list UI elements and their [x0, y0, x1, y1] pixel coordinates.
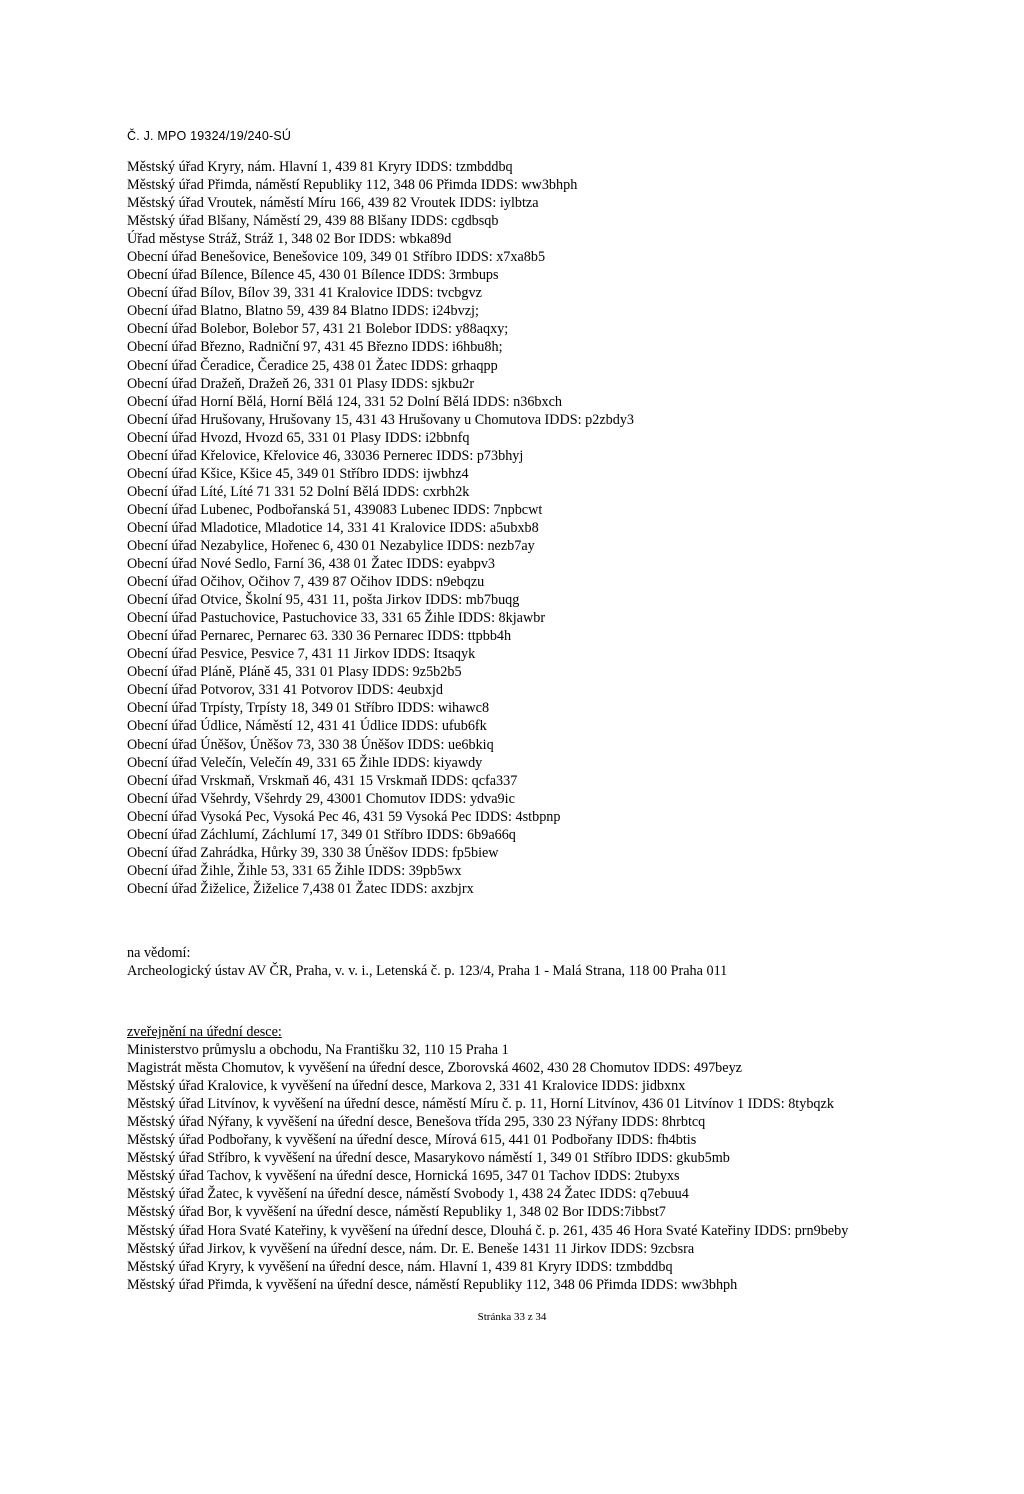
publication-item: Magistrát města Chomutov, k vyvěšení na úřední desce, Zborovská 4602, 430 28 Chomutov IDDS: 497beyz: [127, 1060, 742, 1077]
recipient-item: Obecní úřad Potvorov, 331 41 Potvorov IDDS: 4eubxjd: [127, 682, 443, 699]
recipient-item: Obecní úřad Pesvice, Pesvice 7, 431 11 Jirkov IDDS: Itsaqyk: [127, 646, 476, 663]
recipient-item: Obecní úřad Všehrdy, Všehrdy 29, 43001 Chomutov IDDS: ydva9ic: [127, 790, 515, 807]
recipient-item: Obecní úřad Zahrádka, Hůrky 39, 330 38 Úněšov IDDS: fp5biew: [127, 844, 499, 861]
recipient-item: Obecní úřad Bolebor, Bolebor 57, 431 21 Bolebor IDDS: y88aqxy;: [127, 321, 509, 338]
recipient-item: Obecní úřad Vrskmaň, Vrskmaň 46, 431 15 Vrskmaň IDDS: qcfa337: [127, 772, 518, 789]
recipient-item: Obecní úřad Žihle, Žihle 53, 331 65 Žihle IDDS: 39pb5wx: [127, 862, 462, 879]
recipient-item: Obecní úřad Kšice, Kšice 45, 349 01 Stříbro IDDS: ijwbhz4: [127, 465, 469, 482]
recipient-item: Obecní úřad Benešovice, Benešovice 109, 349 01 Stříbro IDDS: x7xa8b5: [127, 249, 546, 266]
publication-item: Městský úřad Stříbro, k vyvěšení na úřední desce, Masarykovo náměstí 1, 349 01 Stříbro IDDS: gkub5mb: [127, 1150, 730, 1167]
publication-item: Městský úřad Kryry, k vyvěšení na úřední desce, nám. Hlavní 1, 439 81 Kryry IDDS: tzmbddbq: [127, 1258, 673, 1275]
notice-item: Archeologický ústav AV ČR, Praha, v. v. i., Letenská č. p. 123/4, Praha 1 - Malá Strana, 118 00 Praha 011: [127, 963, 728, 980]
recipient-item: Obecní úřad Údlice, Náměstí 12, 431 41 Údlice IDDS: ufub6fk: [127, 718, 487, 735]
notice-section: [127, 944, 917, 980]
recipient-item: Obecní úřad Vysoká Pec, Vysoká Pec 46, 431 59 Vysoká Pec IDDS: 4stbpnp: [127, 808, 561, 825]
publication-item: Ministerstvo průmyslu a obchodu, Na Františku 32, 110 15 Praha 1: [127, 1042, 509, 1059]
recipient-item: Úřad městyse Stráž, Stráž 1, 348 02 Bor IDDS: wbka89d: [127, 231, 452, 248]
publication-item: Městský úřad Žatec, k vyvěšení na úřední desce, náměstí Svobody 1, 438 24 Žatec IDDS: q7ebuu4: [127, 1186, 689, 1203]
publication-item: Městský úřad Jirkov, k vyvěšení na úřední desce, nám. Dr. E. Beneše 1431 11 Jirkov IDDS: 9zcbsra: [127, 1240, 695, 1257]
recipient-item: Obecní úřad Dražeň, Dražeň 26, 331 01 Plasy IDDS: sjkbu2r: [127, 375, 475, 392]
notice-heading: na vědomí:: [127, 945, 191, 961]
recipient-item: Obecní úřad Křelovice, Křelovice 46, 33036 Pernerec IDDS: p73bhyj: [127, 447, 524, 464]
recipient-item: Obecní úřad Nové Sedlo, Farní 36, 438 01 Žatec IDDS: eyabpv3: [127, 556, 496, 573]
publication-item: Městský úřad Kralovice, k vyvěšení na úřední desce, Markova 2, 331 41 Kralovice IDDS: jidbxnx: [127, 1078, 686, 1095]
publication-item: Městský úřad Bor, k vyvěšení na úřední desce, náměstí Republiky 1, 348 02 Bor IDDS:7ibbst7: [127, 1204, 666, 1221]
publication-list: [127, 1041, 917, 1294]
recipient-item: Obecní úřad Líté, Líté 71 331 52 Dolní Bělá IDDS: cxrbh2k: [127, 483, 470, 500]
page-number: Stránka 33 z 34: [477, 1311, 547, 1323]
recipient-item: Obecní úřad Hrušovany, Hrušovany 15, 431 43 Hrušovany u Chomutova IDDS: p2zbdy3: [127, 411, 635, 428]
recipient-item: Obecní úřad Žiželice, Žiželice 7,438 01 Žatec IDDS: axzbjrx: [127, 880, 474, 897]
recipient-item: Obecní úřad Mladotice, Mladotice 14, 331 41 Kralovice IDDS: a5ubxb8: [127, 519, 539, 536]
publication-heading: zveřejnění na úřední desce:: [127, 1024, 282, 1040]
publication-section: [127, 1023, 917, 1294]
notice-list: [127, 962, 917, 980]
recipient-item: Obecní úřad Trpísty, Trpísty 18, 349 01 Stříbro IDDS: wihawc8: [127, 700, 490, 717]
publication-item: Městský úřad Litvínov, k vyvěšení na úřední desce, náměstí Míru č. p. 11, Horní Litvínov, 436 01 Litvínov 1 IDDS: 8tybqzk: [127, 1096, 834, 1113]
recipient-item: Městský úřad Kryry, nám. Hlavní 1, 439 81 Kryry IDDS: tzmbddbq: [127, 159, 513, 175]
recipient-item: Obecní úřad Březno, Radniční 97, 431 45 Březno IDDS: i6hbu8h;: [127, 339, 503, 356]
recipient-item: Obecní úřad Hvozd, Hvozd 65, 331 01 Plasy IDDS: i2bbnfq: [127, 429, 470, 446]
recipient-item: Obecní úřad Pláně, Pláně 45, 331 01 Plasy IDDS: 9z5b2b5: [127, 664, 462, 681]
recipient-item: Městský úřad Blšany, Náměstí 29, 439 88 Blšany IDDS: cgdbsqb: [127, 213, 499, 230]
recipient-list: [127, 158, 917, 898]
reference-number: Č. J. MPO 19324/19/240-SÚ: [127, 129, 292, 143]
recipient-item: Obecní úřad Pernarec, Pernarec 63. 330 36 Pernarec IDDS: ttpbb4h: [127, 628, 512, 645]
publication-item: Městský úřad Hora Svaté Kateřiny, k vyvěšení na úřední desce, Dlouhá č. p. 261, 435 46 Hora Svaté Kateřiny IDDS: prn9beby: [127, 1222, 849, 1239]
recipient-item: Obecní úřad Čeradice, Čeradice 25, 438 01 Žatec IDDS: grhaqpp: [127, 357, 498, 374]
recipient-item: Obecní úřad Horní Bělá, Horní Bělá 124, 331 52 Dolní Bělá IDDS: n36bxch: [127, 393, 563, 410]
recipient-item: Obecní úřad Pastuchovice, Pastuchovice 33, 331 65 Žihle IDDS: 8kjawbr: [127, 610, 546, 627]
recipient-item: Obecní úřad Úněšov, Úněšov 73, 330 38 Úněšov IDDS: ue6bkiq: [127, 736, 494, 753]
recipient-item: Obecní úřad Bílence, Bílence 45, 430 01 Bílence IDDS: 3rmbups: [127, 267, 499, 284]
recipient-item: Městský úřad Vroutek, náměstí Míru 166, 439 82 Vroutek IDDS: iylbtza: [127, 195, 539, 212]
publication-item: Městský úřad Podbořany, k vyvěšení na úřední desce, Mírová 615, 441 01 Podbořany IDDS: fh4btis: [127, 1132, 697, 1149]
publication-item: Městský úřad Nýřany, k vyvěšení na úřední desce, Benešova třída 295, 330 23 Nýřany IDDS: 8hrbtcq: [127, 1114, 706, 1131]
recipient-item: Obecní úřad Lubenec, Podbořanská 51, 439083 Lubenec IDDS: 7npbcwt: [127, 501, 543, 518]
recipient-item: Obecní úřad Blatno, Blatno 59, 439 84 Blatno IDDS: i24bvzj;: [127, 303, 479, 320]
recipient-item: Obecní úřad Velečín, Velečín 49, 331 65 Žihle IDDS: kiyawdy: [127, 754, 483, 771]
recipient-item: Obecní úřad Otvice, Školní 95, 431 11, pošta Jirkov IDDS: mb7buqg: [127, 592, 520, 609]
publication-item: Městský úřad Přimda, k vyvěšení na úřední desce, náměstí Republiky 112, 348 06 Přimda IDDS: ww3bhph: [127, 1276, 738, 1293]
recipient-item: Obecní úřad Záchlumí, Záchlumí 17, 349 01 Stříbro IDDS: 6b9a66q: [127, 826, 516, 843]
recipient-item: Obecní úřad Nezabylice, Hořenec 6, 430 01 Nezabylice IDDS: nezb7ay: [127, 537, 535, 554]
recipient-item: Obecní úřad Bílov, Bílov 39, 331 41 Kralovice IDDS: tvcbgvz: [127, 285, 482, 302]
publication-item: Městský úřad Tachov, k vyvěšení na úřední desce, Hornická 1695, 347 01 Tachov IDDS: 2tubyxs: [127, 1168, 680, 1185]
recipient-item: Obecní úřad Očihov, Očihov 7, 439 87 Očihov IDDS: n9ebqzu: [127, 574, 485, 591]
recipient-item: Městský úřad Přimda, náměstí Republiky 112, 348 06 Přimda IDDS: ww3bhph: [127, 177, 578, 194]
